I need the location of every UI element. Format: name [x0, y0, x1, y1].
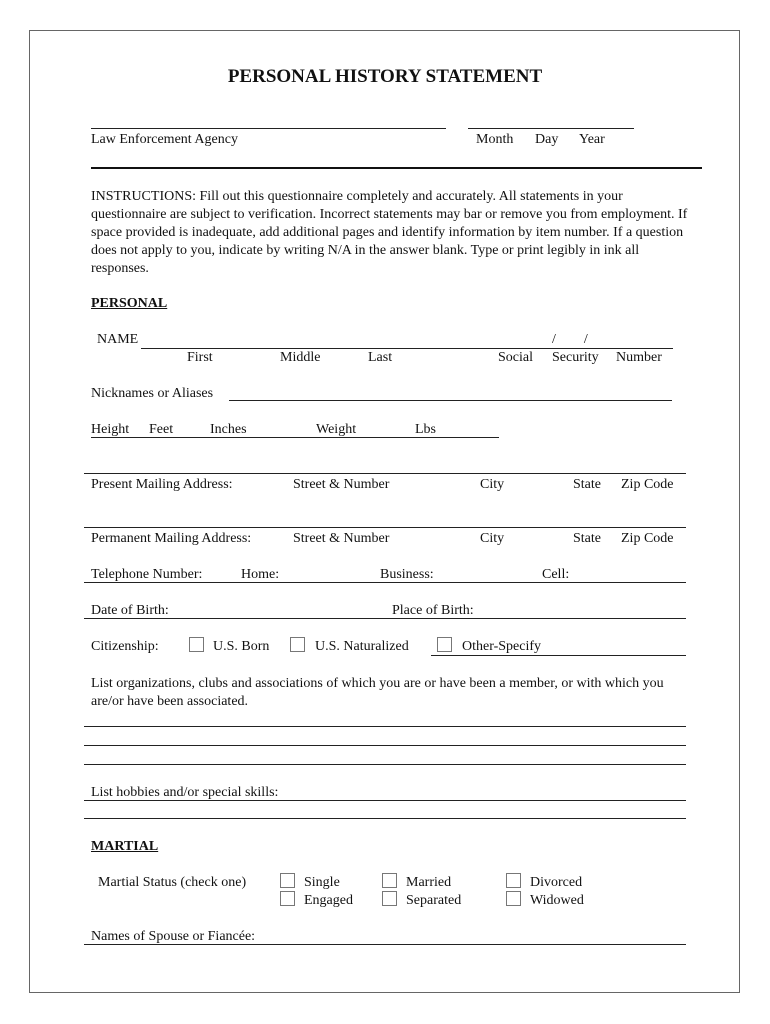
social-label: Social: [498, 350, 533, 365]
us-born-checkbox[interactable]: [189, 637, 204, 652]
ssn-slashes: / /: [552, 332, 588, 347]
single-label: Single: [304, 875, 340, 890]
nicknames-line[interactable]: [229, 400, 672, 401]
header-divider: [91, 167, 702, 169]
home-phone-label: Home:: [241, 567, 280, 582]
inches-label: Inches: [210, 422, 247, 437]
engaged-label: Engaged: [304, 893, 353, 908]
citizenship-label: Citizenship:: [91, 639, 159, 654]
year-label: Year: [579, 132, 605, 147]
section-personal: PERSONAL: [91, 296, 168, 311]
present-city-label: City: [480, 477, 505, 492]
first-label: First: [187, 350, 213, 365]
number-label: Number: [616, 350, 662, 365]
spouse-line[interactable]: [84, 944, 686, 945]
business-phone-label: Business:: [380, 567, 434, 582]
other-specify-line[interactable]: [431, 655, 686, 656]
divorced-label: Divorced: [530, 875, 583, 890]
permanent-city-label: City: [480, 531, 505, 546]
married-checkbox[interactable]: [382, 873, 397, 888]
us-naturalized-checkbox[interactable]: [290, 637, 305, 652]
permanent-address-label: Permanent Mailing Address:: [91, 531, 252, 546]
hobbies-label: List hobbies and/or special skills:: [91, 785, 279, 800]
pob-label: Place of Birth:: [392, 603, 474, 618]
widowed-label: Widowed: [530, 893, 584, 908]
last-label: Last: [368, 350, 393, 365]
birth-line[interactable]: [84, 618, 686, 619]
height-weight-line[interactable]: [91, 437, 499, 438]
weight-label: Weight: [316, 422, 357, 437]
organizations-line-2[interactable]: [84, 745, 686, 746]
present-address-line[interactable]: [84, 473, 686, 474]
widowed-checkbox[interactable]: [506, 891, 521, 906]
separated-checkbox[interactable]: [382, 891, 397, 906]
single-checkbox[interactable]: [280, 873, 295, 888]
present-street-label: Street & Number: [293, 477, 390, 492]
dob-label: Date of Birth:: [91, 603, 169, 618]
page-title: PERSONAL HISTORY STATEMENT: [227, 66, 543, 87]
hobbies-line-1[interactable]: [84, 800, 686, 801]
present-state-label: State: [573, 477, 601, 492]
permanent-street-label: Street & Number: [293, 531, 390, 546]
us-born-label: U.S. Born: [213, 639, 270, 654]
agency-label: Law Enforcement Agency: [91, 132, 238, 147]
permanent-address-line[interactable]: [84, 527, 686, 528]
hobbies-line-2[interactable]: [84, 818, 686, 819]
us-naturalized-label: U.S. Naturalized: [315, 639, 409, 654]
engaged-checkbox[interactable]: [280, 891, 295, 906]
date-line[interactable]: [468, 128, 634, 129]
month-label: Month: [476, 132, 514, 147]
height-label: Height: [91, 422, 130, 437]
agency-line[interactable]: [91, 128, 446, 129]
nicknames-label: Nicknames or Aliases: [91, 386, 214, 401]
organizations-line-1[interactable]: [84, 726, 686, 727]
instructions: INSTRUCTIONS: Fill out this questionnaire completely and accurately. All statements in your questionnaire are subject to verification. Incorrect statements may bar or remove you from employment. If space provided is inadequate, add additional pages and identify information by item number. If a question does not apply to you, indicate by writing N/A in the answer blank. Type or print legibly in ink all responses.: [91, 189, 688, 276]
section-martial: MARTIAL: [91, 839, 159, 854]
married-label: Married: [406, 875, 452, 890]
other-specify-label: Other-Specify: [462, 639, 542, 654]
divorced-checkbox[interactable]: [506, 873, 521, 888]
present-zip-label: Zip Code: [621, 477, 674, 492]
separated-label: Separated: [406, 893, 462, 908]
organizations-line-3[interactable]: [84, 764, 686, 765]
cell-phone-label: Cell:: [542, 567, 570, 582]
present-address-label: Present Mailing Address:: [91, 477, 233, 492]
telephone-line[interactable]: [84, 582, 686, 583]
name-label: NAME: [97, 332, 139, 347]
telephone-label: Telephone Number:: [91, 567, 203, 582]
day-label: Day: [535, 132, 559, 147]
security-label: Security: [552, 350, 599, 365]
lbs-label: Lbs: [415, 422, 436, 437]
permanent-state-label: State: [573, 531, 601, 546]
martial-status-label: Martial Status (check one): [98, 875, 247, 890]
feet-label: Feet: [149, 422, 174, 437]
other-specify-checkbox[interactable]: [437, 637, 452, 652]
spouse-label: Names of Spouse or Fiancée:: [91, 929, 256, 944]
organizations-label: List organizations, clubs and associations of which you are or have been a member, or with which you are/or have been associated.: [91, 676, 664, 709]
middle-label: Middle: [280, 350, 321, 365]
permanent-zip-label: Zip Code: [621, 531, 674, 546]
